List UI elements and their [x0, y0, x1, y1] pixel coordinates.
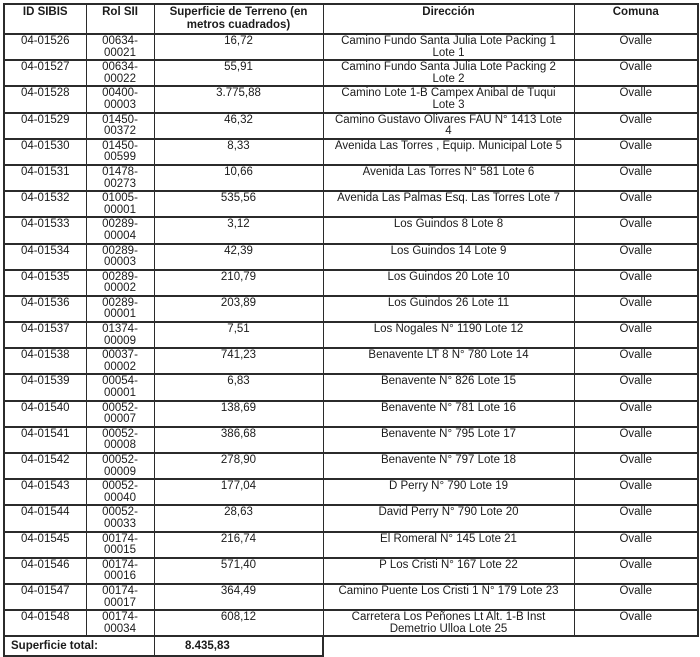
- table-row: [4, 113, 698, 139]
- cell-superficie: 216,74: [154, 532, 323, 558]
- cell-rol: 01478-00273: [86, 165, 154, 191]
- cell-rol: 01005-00001: [86, 191, 154, 217]
- cell-superficie: 138,69: [154, 401, 323, 427]
- cell-id: 04-01543: [4, 479, 86, 505]
- cell-rol: 00052-00040: [86, 479, 154, 505]
- cell-direccion: D Perry N° 790 Lote 19: [323, 479, 574, 505]
- cell-comuna: Ovalle: [574, 217, 698, 243]
- cell-rol: 00052-00007: [86, 401, 154, 427]
- table-row: [4, 584, 698, 610]
- table-row: [4, 348, 698, 374]
- cell-comuna: Ovalle: [574, 270, 698, 296]
- cell-superficie: 6,83: [154, 374, 323, 400]
- cell-comuna: Ovalle: [574, 505, 698, 531]
- cell-rol: 00037-00002: [86, 348, 154, 374]
- cell-superficie: 7,51: [154, 322, 323, 348]
- cell-rol: 00400-00003: [86, 86, 154, 112]
- cell-superficie: 46,32: [154, 113, 323, 139]
- cell-direccion: Los Nogales N° 1190 Lote 12: [323, 322, 574, 348]
- cell-direccion: Benavente N° 826 Lote 15: [323, 374, 574, 400]
- table-row: [4, 217, 698, 243]
- cell-id: 04-01526: [4, 34, 86, 60]
- cell-direccion: Avenida Las Torres N° 581 Lote 6: [323, 165, 574, 191]
- table-header: [4, 4, 698, 34]
- cell-direccion: El Romeral N° 145 Lote 21: [323, 532, 574, 558]
- cell-comuna: Ovalle: [574, 584, 698, 610]
- table-row: [4, 86, 698, 112]
- cell-superficie: 386,68: [154, 427, 323, 453]
- cell-rol: 00634-00021: [86, 34, 154, 60]
- cell-comuna: Ovalle: [574, 322, 698, 348]
- cell-comuna: Ovalle: [574, 113, 698, 139]
- cell-superficie: 8,33: [154, 139, 323, 165]
- cell-comuna: Ovalle: [574, 139, 698, 165]
- cell-rol: 00052-00009: [86, 453, 154, 479]
- cell-comuna: Ovalle: [574, 558, 698, 584]
- cell-id: 04-01542: [4, 453, 86, 479]
- cell-superficie: 42,39: [154, 244, 323, 270]
- cell-comuna: Ovalle: [574, 479, 698, 505]
- table-row: [4, 296, 698, 322]
- cell-rol: 00052-00033: [86, 505, 154, 531]
- cell-rol: 00289-00001: [86, 296, 154, 322]
- cell-direccion: Camino Puente Los Cristi 1 N° 179 Lote 23: [323, 584, 574, 610]
- parcels-table: [3, 3, 699, 637]
- cell-comuna: Ovalle: [574, 244, 698, 270]
- cell-superficie: 364,49: [154, 584, 323, 610]
- cell-direccion: Los Guindos 8 Lote 8: [323, 217, 574, 243]
- cell-id: 04-01547: [4, 584, 86, 610]
- table-row: [4, 505, 698, 531]
- cell-rol: 00174-00034: [86, 610, 154, 636]
- table-row: [4, 322, 698, 348]
- table-row: [4, 270, 698, 296]
- cell-rol: 00634-00022: [86, 60, 154, 86]
- column-header-id-sibis: ID SIBIS: [4, 4, 86, 34]
- total-label: Superficie total:: [5, 637, 155, 655]
- column-header-comuna: Comuna: [574, 4, 698, 34]
- cell-superficie: 16,72: [154, 34, 323, 60]
- table-row: [4, 191, 698, 217]
- cell-rol: 00289-00002: [86, 270, 154, 296]
- cell-id: 04-01530: [4, 139, 86, 165]
- cell-rol: 01450-00599: [86, 139, 154, 165]
- cell-id: 04-01529: [4, 113, 86, 139]
- cell-comuna: Ovalle: [574, 532, 698, 558]
- cell-direccion: Benavente N° 797 Lote 18: [323, 453, 574, 479]
- cell-direccion: P Los Cristi N° 167 Lote 22: [323, 558, 574, 584]
- cell-superficie: 3,12: [154, 217, 323, 243]
- table-row: [4, 374, 698, 400]
- table-row: [4, 401, 698, 427]
- cell-comuna: Ovalle: [574, 427, 698, 453]
- cell-comuna: Ovalle: [574, 374, 698, 400]
- table-row: [4, 60, 698, 86]
- cell-direccion: Camino Gustavo Olivares FAU N° 1413 Lote 4: [323, 113, 574, 139]
- cell-id: 04-01536: [4, 296, 86, 322]
- cell-id: 04-01531: [4, 165, 86, 191]
- cell-id: 04-01538: [4, 348, 86, 374]
- cell-rol: 00174-00016: [86, 558, 154, 584]
- cell-direccion: Benavente N° 781 Lote 16: [323, 401, 574, 427]
- cell-comuna: Ovalle: [574, 348, 698, 374]
- cell-comuna: Ovalle: [574, 86, 698, 112]
- cell-superficie: 177,04: [154, 479, 323, 505]
- cell-superficie: 10,66: [154, 165, 323, 191]
- cell-superficie: 741,23: [154, 348, 323, 374]
- cell-id: 04-01541: [4, 427, 86, 453]
- cell-id: 04-01534: [4, 244, 86, 270]
- cell-id: 04-01537: [4, 322, 86, 348]
- table-row: [4, 610, 698, 636]
- total-value: 8.435,83: [185, 640, 230, 653]
- cell-id: 04-01546: [4, 558, 86, 584]
- cell-superficie: 535,56: [154, 191, 323, 217]
- cell-direccion: Carretera Los Peñones Lt Alt. 1-B Inst Demetrio Ulloa Lote 25: [323, 610, 574, 636]
- cell-direccion: Avenida Las Torres , Equip. Municipal Lote 5: [323, 139, 574, 165]
- cell-comuna: Ovalle: [574, 60, 698, 86]
- cell-superficie: 608,12: [154, 610, 323, 636]
- cell-comuna: Ovalle: [574, 453, 698, 479]
- table-row: [4, 165, 698, 191]
- cell-rol: 00289-00004: [86, 217, 154, 243]
- cell-id: 04-01533: [4, 217, 86, 243]
- cell-superficie: 571,40: [154, 558, 323, 584]
- cell-direccion: Camino Fundo Santa Julia Lote Packing 2 Lote 2: [323, 60, 574, 86]
- table-body: [4, 34, 698, 636]
- column-header-direccion: Dirección: [323, 4, 574, 34]
- table-row: [4, 453, 698, 479]
- cell-rol: 00174-00017: [86, 584, 154, 610]
- cell-rol: 00289-00003: [86, 244, 154, 270]
- column-header-rol-sii: Rol SII: [86, 4, 154, 34]
- cell-id: 04-01545: [4, 532, 86, 558]
- table-row: [4, 244, 698, 270]
- table-row: [4, 139, 698, 165]
- cell-direccion: Benavente N° 795 Lote 17: [323, 427, 574, 453]
- cell-id: 04-01548: [4, 610, 86, 636]
- cell-rol: 01374-00009: [86, 322, 154, 348]
- column-header-superficie: Superficie de Terreno (en metros cuadrados): [154, 4, 323, 34]
- cell-comuna: Ovalle: [574, 191, 698, 217]
- cell-superficie: 203,89: [154, 296, 323, 322]
- cell-superficie: 278,90: [154, 453, 323, 479]
- cell-direccion: Camino Fundo Santa Julia Lote Packing 1 Lote 1: [323, 34, 574, 60]
- cell-rol: 01450-00372: [86, 113, 154, 139]
- cell-superficie: 28,63: [154, 505, 323, 531]
- cell-superficie: 210,79: [154, 270, 323, 296]
- cell-superficie: 3.775,88: [154, 86, 323, 112]
- table-row: [4, 479, 698, 505]
- cell-superficie: 55,91: [154, 60, 323, 86]
- cell-id: 04-01528: [4, 86, 86, 112]
- total-row: [3, 637, 324, 657]
- cell-id: 04-01540: [4, 401, 86, 427]
- cell-id: 04-01535: [4, 270, 86, 296]
- cell-rol: 00174-00015: [86, 532, 154, 558]
- table-row: [4, 427, 698, 453]
- cell-direccion: Avenida Las Palmas Esq. Las Torres Lote 7: [323, 191, 574, 217]
- cell-comuna: Ovalle: [574, 401, 698, 427]
- cell-direccion: David Perry N° 790 Lote 20: [323, 505, 574, 531]
- cell-comuna: Ovalle: [574, 34, 698, 60]
- cell-direccion: Los Guindos 20 Lote 10: [323, 270, 574, 296]
- cell-comuna: Ovalle: [574, 610, 698, 636]
- cell-id: 04-01539: [4, 374, 86, 400]
- cell-rol: 00054-00001: [86, 374, 154, 400]
- cell-comuna: Ovalle: [574, 165, 698, 191]
- cell-id: 04-01532: [4, 191, 86, 217]
- table-row: [4, 532, 698, 558]
- cell-direccion: Camino Lote 1-B Campex Anibal de Tuqui Lote 3: [323, 86, 574, 112]
- header-row: [4, 4, 698, 34]
- cell-direccion: Los Guindos 26 Lote 11: [323, 296, 574, 322]
- cell-id: 04-01527: [4, 60, 86, 86]
- table-row: [4, 558, 698, 584]
- cell-id: 04-01544: [4, 505, 86, 531]
- cell-direccion: Los Guindos 14 Lote 9: [323, 244, 574, 270]
- table-row: [4, 34, 698, 60]
- cell-rol: 00052-00008: [86, 427, 154, 453]
- cell-comuna: Ovalle: [574, 296, 698, 322]
- cell-direccion: Benavente LT 8 N° 780 Lote 14: [323, 348, 574, 374]
